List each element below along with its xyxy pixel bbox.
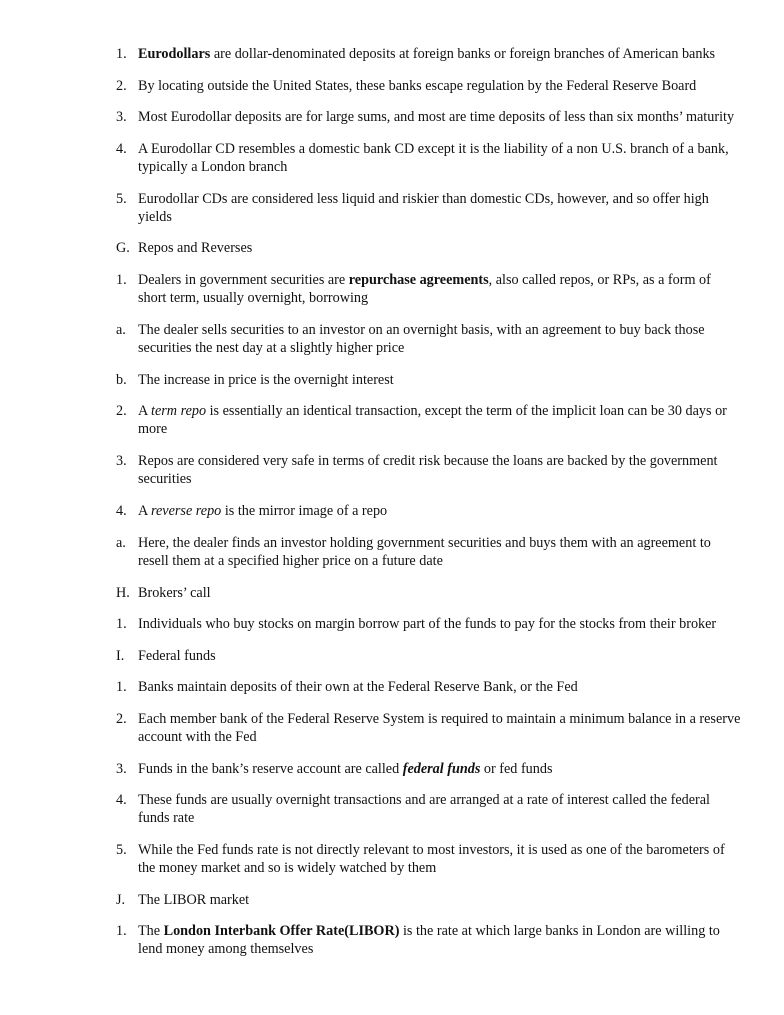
text-run: A Eurodollar CD resembles a domestic bank CD except it is the liability of a non U.S. branch of a bank, typically a London branch [138, 141, 729, 175]
list-item [116, 791, 742, 827]
list-item [116, 841, 742, 877]
list-item-text [138, 452, 742, 488]
text-run: Repos are considered very safe in terms of credit risk because the loans are backed by the government securities [138, 453, 718, 487]
list-item-text [138, 502, 742, 520]
list-marker: a. [116, 535, 126, 551]
text-run: are dollar-denominated deposits at foreign banks or foreign branches of American banks [210, 46, 716, 62]
text-run: , also called repos, or RPs, as a form of short term, usually overnight, borrowing [138, 272, 711, 306]
text-run: These funds are usually overnight transactions and are arranged at a rate of interest called the federal funds rate [138, 792, 710, 826]
bold-italic-term: federal funds [402, 761, 481, 777]
list-marker: a. [116, 322, 126, 338]
list-marker: b. [116, 372, 127, 388]
text-run: While the Fed funds rate is not directly relevant to most investors, it is used as one of the barometers of the money market and so is widely watched by them [138, 842, 725, 876]
list-marker: 3. [116, 453, 127, 469]
list-item [116, 678, 742, 696]
list-marker: 5. [116, 191, 127, 207]
list-marker: 2. [116, 711, 127, 727]
list-marker: I. [116, 648, 125, 664]
list-marker: 4. [116, 792, 127, 808]
list-item-text [138, 239, 742, 257]
list-item-text [138, 891, 742, 909]
list-item-text [138, 108, 742, 126]
list-marker: 2. [116, 403, 127, 419]
text-run: Federal funds [138, 648, 216, 664]
list-item [116, 760, 742, 778]
text-run: Repos and Reverses [138, 240, 253, 256]
text-run: Brokers’ call [138, 585, 211, 601]
text-run: is the rate at which large banks in London are willing to lend money among themselves [138, 923, 720, 957]
list-item [116, 77, 742, 95]
list-item-text [138, 791, 742, 827]
list-item-text [138, 402, 742, 438]
list-item-text [138, 77, 742, 95]
list-marker: 1. [116, 272, 127, 288]
list-item [116, 710, 742, 746]
list-item-text [138, 140, 742, 176]
list-item [116, 108, 742, 126]
list-item-text [138, 678, 742, 696]
list-item [116, 922, 742, 958]
text-run: The increase in price is the overnight interest [138, 372, 394, 388]
text-run: is the mirror image of a repo [221, 503, 388, 519]
list-marker: J. [116, 892, 126, 908]
list-marker: H. [116, 585, 130, 601]
list-item-text [138, 534, 742, 570]
list-item [116, 190, 742, 226]
text-run: Eurodollar CDs are considered less liquid and riskier than domestic CDs, however, and so offer high yields [138, 191, 709, 225]
text-run: Individuals who buy stocks on margin borrow part of the funds to pay for the stocks from their broker [138, 616, 717, 632]
text-run: A [138, 403, 152, 419]
text-run: Dealers in government securities are [138, 272, 349, 288]
bold-term: repurchase agreements [348, 272, 489, 288]
list-marker: 1. [116, 679, 127, 695]
text-run: Here, the dealer finds an investor holding government securities and buys them with an agreement to resell them at a specified higher price on a future date [138, 535, 711, 569]
list-item-text [138, 647, 742, 665]
text-run: is essentially an identical transaction, except the term of the implicit loan can be 30 days or more [138, 403, 727, 437]
list-marker: 1. [116, 616, 127, 632]
text-run: Most Eurodollar deposits are for large sums, and most are time deposits of less than six months’ maturity [138, 109, 735, 125]
list-item-text [138, 584, 742, 602]
list-item [116, 371, 742, 389]
list-item [116, 140, 742, 176]
list-item-text [138, 710, 742, 746]
list-item-text [138, 271, 742, 307]
text-run: The LIBOR market [138, 892, 250, 908]
list-marker: 5. [116, 842, 127, 858]
list-item-text [138, 371, 742, 389]
italic-term: term repo [151, 403, 207, 419]
text-run: Each member bank of the Federal Reserve System is required to maintain a minimum balance in a reserve account with the Fed [138, 711, 741, 745]
list-item [116, 647, 742, 665]
list-item-text [138, 190, 742, 226]
text-run: The dealer sells securities to an investor on an overnight basis, with an agreement to buy back those securities the nest day at a slightly higher price [138, 322, 705, 356]
list-item [116, 584, 742, 602]
list-item [116, 271, 742, 307]
list-marker: 2. [116, 78, 127, 94]
list-marker: G. [116, 240, 130, 256]
list-item [116, 45, 742, 63]
italic-term: reverse repo [151, 503, 222, 519]
list-item-text [138, 45, 742, 63]
list-item [116, 615, 742, 633]
list-item-text [138, 321, 742, 357]
list-item-text [138, 615, 742, 633]
text-run: The [138, 923, 164, 939]
list-marker: 4. [116, 141, 127, 157]
list-item-text [138, 760, 742, 778]
list-marker: 3. [116, 761, 127, 777]
list-item [116, 534, 742, 570]
list-item [116, 402, 742, 438]
list-item [116, 239, 742, 257]
list-item [116, 891, 742, 909]
list-marker: 4. [116, 503, 127, 519]
text-run: By locating outside the United States, these banks escape regulation by the Federal Reserve Board [138, 78, 697, 94]
text-run: A [138, 503, 152, 519]
list-item [116, 502, 742, 520]
bold-term: London Interbank Offer Rate(LIBOR) [163, 923, 400, 939]
list-marker: 3. [116, 109, 127, 125]
text-run: Banks maintain deposits of their own at the Federal Reserve Bank, or the Fed [138, 679, 578, 695]
text-run: or fed funds [480, 761, 553, 777]
list-item-text [138, 841, 742, 877]
list-item [116, 321, 742, 357]
bold-term: Eurodollars [138, 46, 211, 62]
text-run: Funds in the bank’s reserve account are called [138, 761, 403, 777]
list-item-text [138, 922, 742, 958]
list-item [116, 452, 742, 488]
list-marker: 1. [116, 923, 127, 939]
list-marker: 1. [116, 46, 127, 62]
